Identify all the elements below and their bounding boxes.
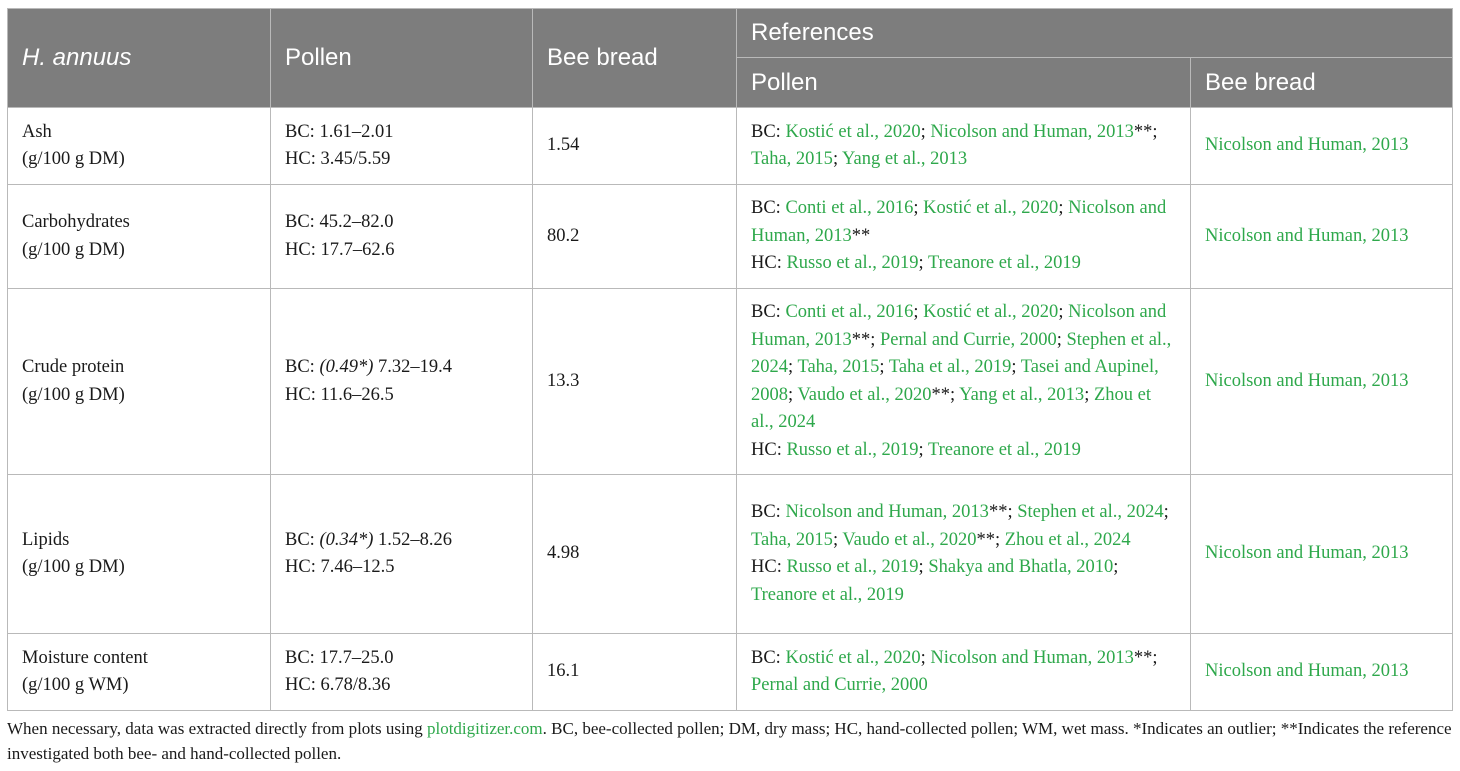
reference-link[interactable]: Treanore et al., 2019 xyxy=(927,253,1081,274)
reference-link[interactable]: Kostić et al., 2020 xyxy=(923,198,1059,219)
ref-bee-bread-cell xyxy=(1191,289,1453,475)
reference-link[interactable]: Nicolson and Human, 2013 xyxy=(1205,543,1409,564)
header-bee-bread: Bee bread xyxy=(533,9,737,108)
ref-pollen-cell: BC: Kostić et al., 2020; Nicolson and Human, 2013**; Pernal and Currie, 2000 xyxy=(737,634,1191,711)
bee-bread-value: 1.54 xyxy=(533,108,737,185)
bee-bread-value: 4.98 xyxy=(533,475,737,634)
table-row xyxy=(8,108,1453,185)
table-row xyxy=(8,475,1453,634)
nutrient-cell xyxy=(8,185,271,289)
nutrient-name: Lipids xyxy=(22,529,70,550)
nutrient-name: Moisture content xyxy=(22,647,148,668)
outlier-value: (0.49*) xyxy=(319,357,374,377)
reference-link[interactable]: Zhou et al., 2024 xyxy=(751,384,1151,432)
reference-link[interactable]: Nicolson and Human, 2013 xyxy=(1205,225,1409,246)
pollen-hc-value: HC: 17.7–62.6 xyxy=(285,239,395,260)
header-ref-pollen: Pollen xyxy=(737,58,1191,108)
reference-link[interactable]: Taha, 2015 xyxy=(797,357,880,377)
reference-link[interactable]: Vaudo et al., 2020 xyxy=(842,529,977,550)
plotdigitizer-link[interactable]: plotdigitizer.com xyxy=(426,719,543,738)
pollen-hc-value: HC: 11.6–26.5 xyxy=(285,384,394,405)
ref-bee-bread-cell xyxy=(1191,634,1453,711)
pollen-cell xyxy=(271,108,533,185)
pollen-bc-value: BC: 45.2–82.0 xyxy=(285,212,394,232)
bee-bread-value: 13.3 xyxy=(533,289,737,475)
reference-link[interactable]: Yang et al., 2013 xyxy=(842,149,968,169)
table-row xyxy=(8,634,1453,711)
reference-link[interactable]: Nicolson and Human, 2013 xyxy=(751,302,1167,350)
nutrient-name: Crude protein xyxy=(22,357,125,377)
pollen-cell xyxy=(271,185,533,289)
reference-link[interactable]: Stephen et al., 2024 xyxy=(1017,502,1164,522)
ref-pollen-cell: BC: Nicolson and Human, 2013**; Stephen et al., 2024; Taha, 2015; Vaudo et al., 2020**; Zhou et al., 2024 HC: Russo et al., 2019; Shakya and Bhatla, 2010; Treanore et al., 2019 xyxy=(737,475,1191,634)
reference-link[interactable]: Nicolson and Human, 2013 xyxy=(930,647,1134,668)
reference-link[interactable]: Nicolson and Human, 2013 xyxy=(1205,370,1409,391)
table-footnote: When necessary, data was extracted directly from plots using plotdigitizer.com. BC, bee-collected pollen; DM, dry mass; HC, hand-collected pollen; WM, wet mass. *Indicates an outlier; **Indicates the reference investigated both bee- and hand-collected pollen. xyxy=(7,719,1452,763)
nutrient-cell xyxy=(8,108,271,185)
ref-bee-bread-cell xyxy=(1191,475,1453,634)
ref-pollen-cell: BC: Conti et al., 2016; Kostić et al., 2020; Nicolson and Human, 2013**; Pernal and Currie, 2000; Stephen et al., 2024; Taha, 2015; Taha et al., 2019; Tasei and Aupinel, 2008; Vaudo et al., 2020**; Yang et al., 2013; Zhou et al., 2024 HC: Russo et al., 2019; Treanore et al., 2019 xyxy=(737,289,1191,475)
reference-link[interactable]: Conti et al., 2016 xyxy=(785,302,914,322)
reference-link[interactable]: Stephen et al., 2024 xyxy=(751,329,1172,377)
reference-link[interactable]: Kostić et al., 2020 xyxy=(923,302,1059,322)
reference-link[interactable]: Pernal and Currie, 2000 xyxy=(879,329,1057,350)
reference-link[interactable]: Kostić et al., 2020 xyxy=(785,121,921,142)
nutrient-unit: (g/100 g WM) xyxy=(22,675,129,695)
nutrient-table xyxy=(7,8,1453,711)
nutrient-unit: (g/100 g DM) xyxy=(22,149,125,169)
reference-link[interactable]: Tasei and Aupinel, 2008 xyxy=(751,357,1159,405)
ref-bee-bread-cell xyxy=(1191,185,1453,289)
reference-link[interactable]: Zhou et al., 2024 xyxy=(1004,529,1131,550)
outlier-value: (0.34*) xyxy=(319,529,374,550)
pollen-cell xyxy=(271,475,533,634)
reference-link[interactable]: Taha et al., 2019 xyxy=(888,357,1012,377)
nutrient-unit: (g/100 g DM) xyxy=(22,239,125,260)
pollen-hc-value: HC: 7.46–12.5 xyxy=(285,557,395,577)
header-references: References xyxy=(737,9,1453,58)
reference-link[interactable]: Nicolson and Human, 2013 xyxy=(785,502,989,522)
reference-link[interactable]: Nicolson and Human, 2013 xyxy=(930,121,1134,142)
header-species: H. annuus xyxy=(8,9,271,108)
ref-bee-bread-cell xyxy=(1191,108,1453,185)
pollen-bc-value: BC: 17.7–25.0 xyxy=(285,647,394,668)
nutrient-unit: (g/100 g DM) xyxy=(22,384,125,405)
ref-pollen-cell: BC: Conti et al., 2016; Kostić et al., 2020; Nicolson and Human, 2013** HC: Russo et al., 2019; Treanore et al., 2019 xyxy=(737,185,1191,289)
reference-link[interactable]: Treanore et al., 2019 xyxy=(927,439,1081,460)
reference-link[interactable]: Yang et al., 2013 xyxy=(959,384,1085,405)
bee-bread-value: 16.1 xyxy=(533,634,737,711)
reference-link[interactable]: Russo et al., 2019 xyxy=(786,557,919,577)
nutrient-name: Carbohydrates xyxy=(22,212,130,232)
ref-pollen-cell: BC: Kostić et al., 2020; Nicolson and Human, 2013**; Taha, 2015; Yang et al., 2013 xyxy=(737,108,1191,185)
reference-link[interactable]: Russo et al., 2019 xyxy=(786,253,919,274)
reference-link[interactable]: Taha, 2015 xyxy=(751,529,833,550)
reference-link[interactable]: Russo et al., 2019 xyxy=(786,439,919,460)
nutrient-cell xyxy=(8,634,271,711)
reference-link[interactable]: Nicolson and Human, 2013 xyxy=(751,198,1167,246)
table-row xyxy=(8,185,1453,289)
pollen-hc-value: HC: 3.45/5.59 xyxy=(285,149,391,169)
reference-link[interactable]: Pernal and Currie, 2000 xyxy=(751,675,928,695)
header-ref-bee-bread: Bee bread xyxy=(1191,58,1453,108)
reference-link[interactable]: Kostić et al., 2020 xyxy=(785,647,921,668)
reference-link[interactable]: Taha, 2015 xyxy=(751,149,833,169)
table-row xyxy=(8,289,1453,475)
nutrient-unit: (g/100 g DM) xyxy=(22,557,125,577)
reference-link[interactable]: Shakya and Bhatla, 2010 xyxy=(928,557,1114,577)
nutrient-name: Ash xyxy=(22,121,52,142)
pollen-bc-value: BC: (0.34*) 1.52–8.26 xyxy=(285,529,453,550)
pollen-hc-value: HC: 6.78/8.36 xyxy=(285,675,391,695)
nutrient-cell xyxy=(8,475,271,634)
pollen-cell xyxy=(271,634,533,711)
pollen-bc-value: BC: (0.49*) 7.32–19.4 xyxy=(285,357,453,377)
reference-link[interactable]: Nicolson and Human, 2013 xyxy=(1205,135,1409,156)
reference-link[interactable]: Nicolson and Human, 2013 xyxy=(1205,661,1409,682)
header-pollen: Pollen xyxy=(271,9,533,108)
bee-bread-value: 80.2 xyxy=(533,185,737,289)
pollen-cell xyxy=(271,289,533,475)
reference-link[interactable]: Conti et al., 2016 xyxy=(785,198,914,219)
nutrient-cell xyxy=(8,289,271,475)
pollen-bc-value: BC: 1.61–2.01 xyxy=(285,121,394,142)
reference-link[interactable]: Vaudo et al., 2020 xyxy=(797,384,932,405)
reference-link[interactable]: Treanore et al., 2019 xyxy=(751,584,904,605)
